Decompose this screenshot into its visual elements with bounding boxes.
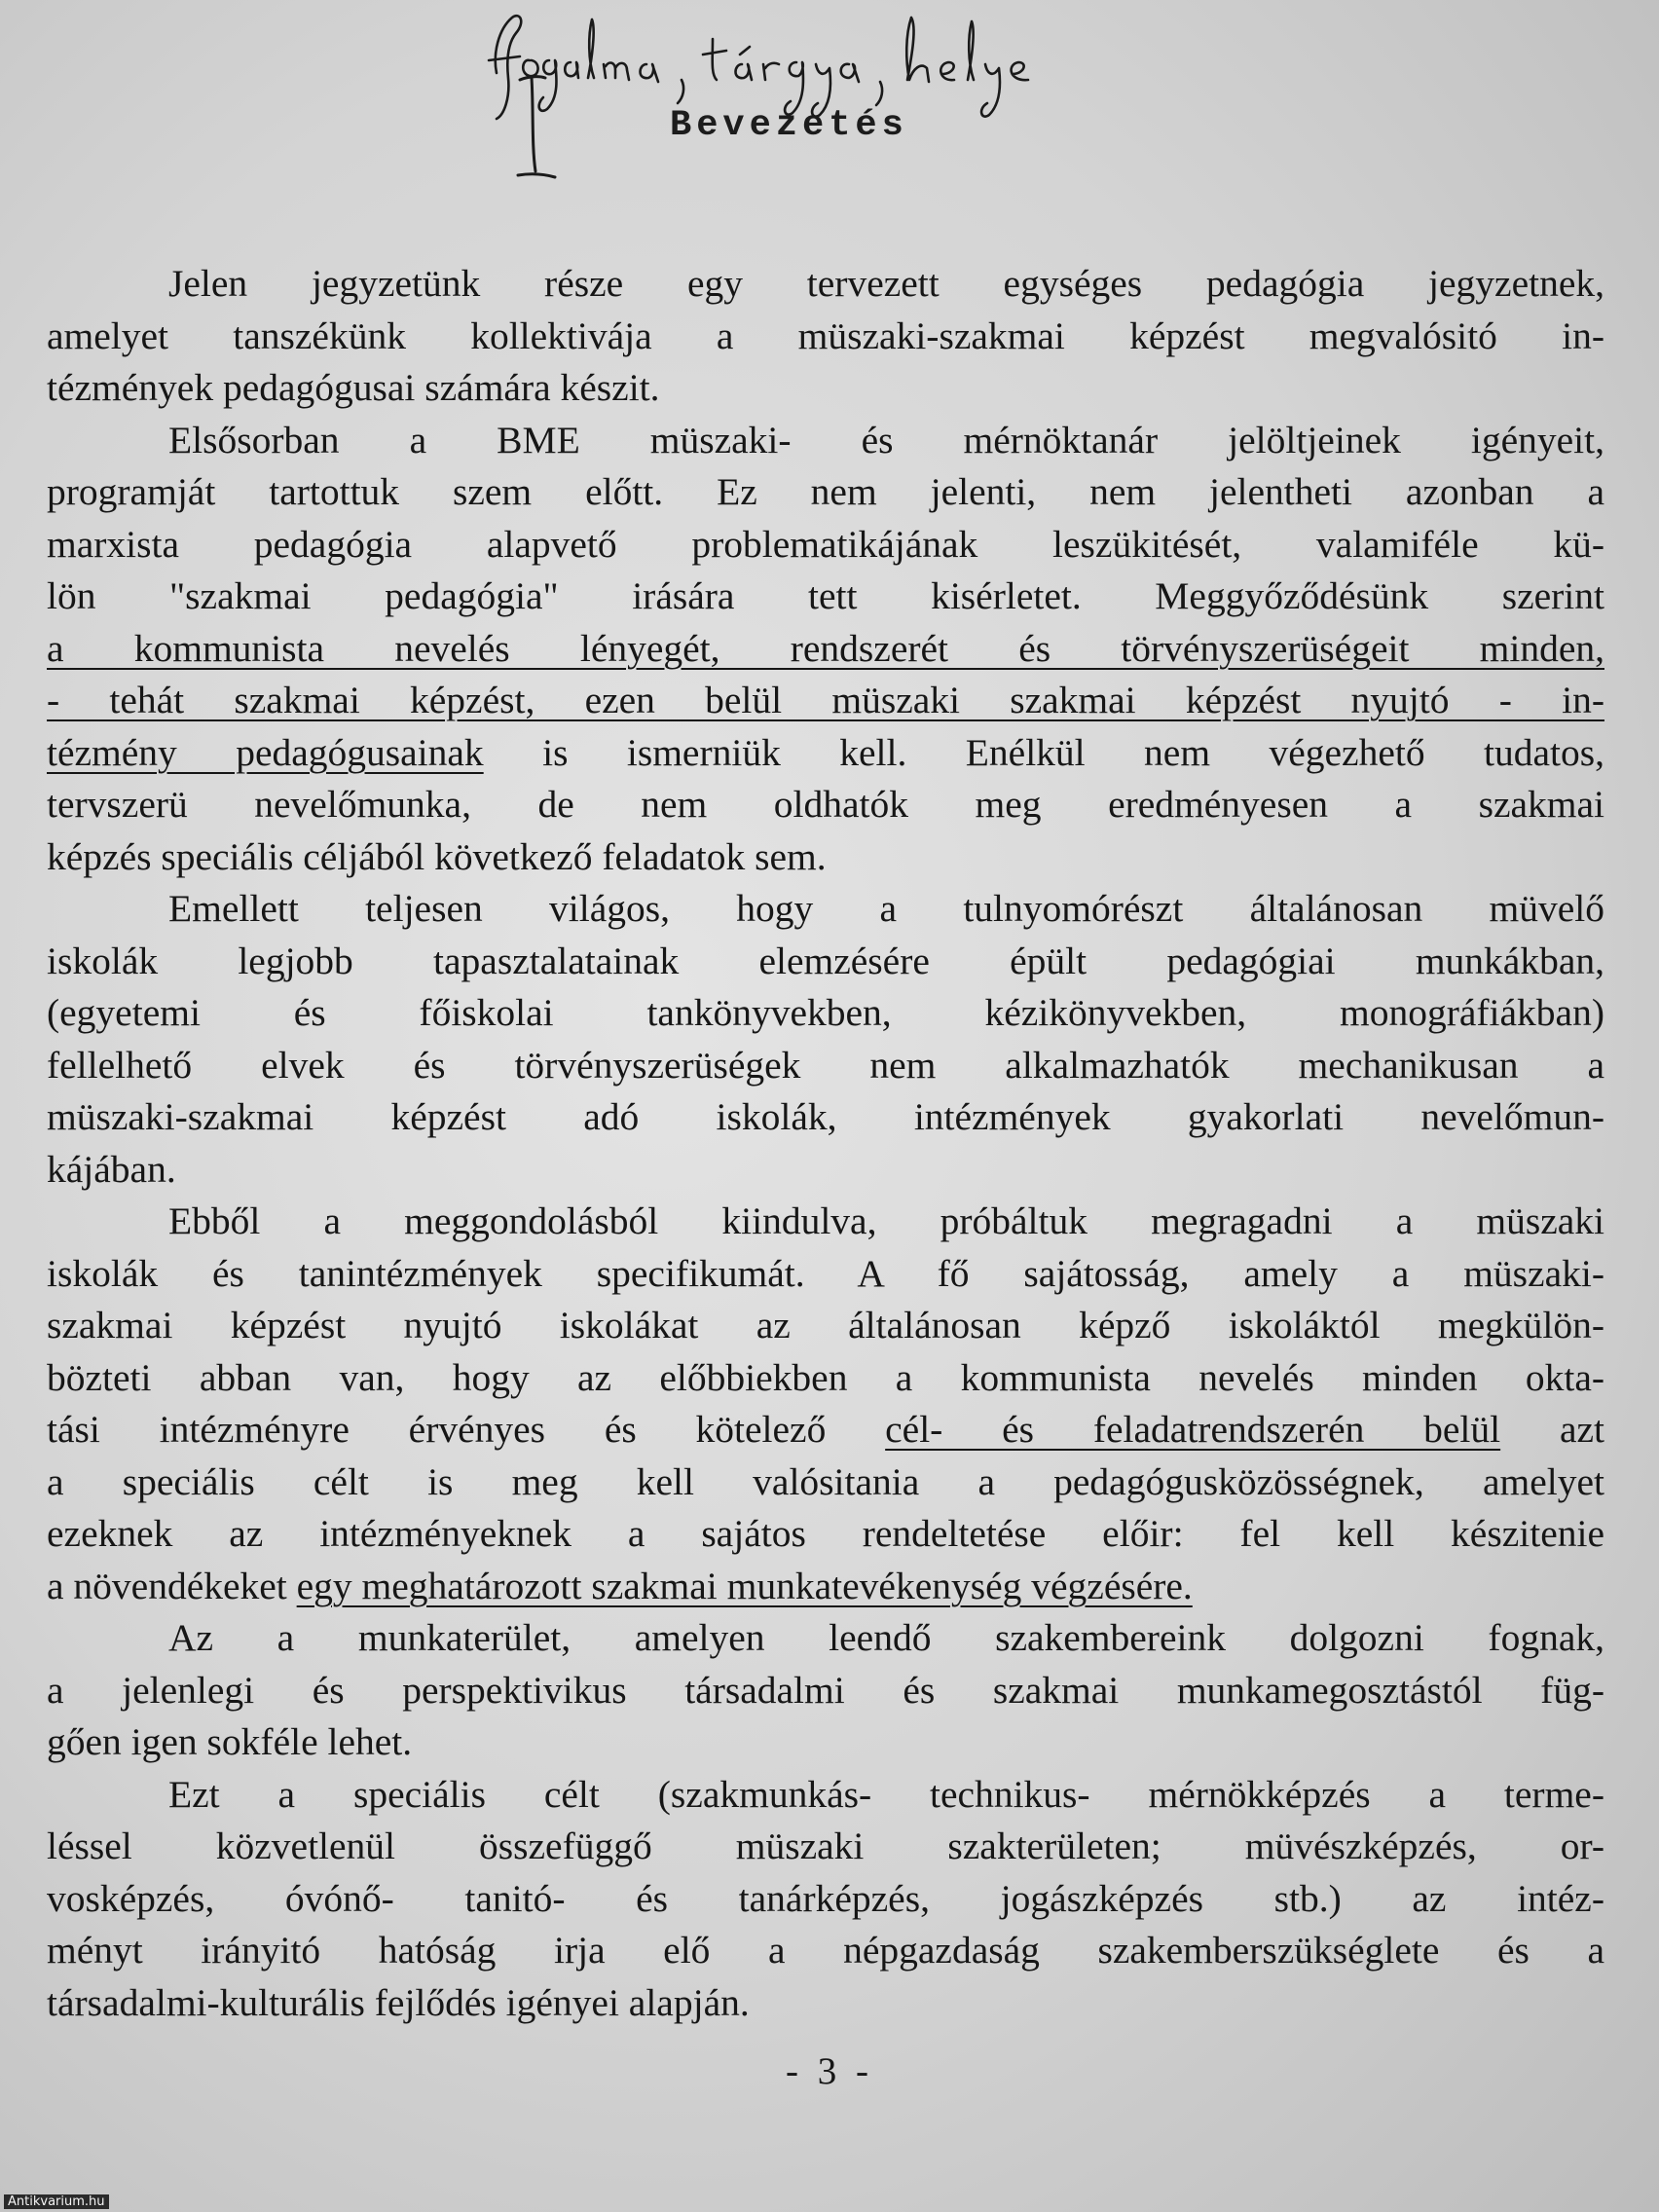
text-line: a növendékeket egy meghatározott szakmai munkatevékenység végzésére.: [47, 1564, 1193, 1607]
text-line: tézmény pedagógusainak is ismerniük kell. Enélkül nem végezhető tudatos,: [47, 730, 1604, 774]
underlined-phrase: egy meghatározott szakmai munkatevékenység végzésére.: [296, 1564, 1193, 1607]
text-line: társadalmi-kulturális fejlődés igényei alapján.: [47, 1980, 750, 2024]
body-text: [47, 258, 1604, 2029]
text-line: tézmények pedagógusai számára készit.: [47, 366, 660, 409]
text-line: bözteti abban van, hogy az előbbiekben a kommunista nevelés minden okta-: [47, 1355, 1604, 1399]
text-line: lön "szakmai pedagógia" irására tett kisérletet. Meggyőződésünk szerint: [47, 574, 1604, 617]
text-line: amelyet tanszékünk kollektivája a müszaki-szakmai képzést megvalósitó in-: [47, 313, 1604, 357]
text-line: szakmai képzést nyujtó iskolákat az általánosan képző iskoláktól megkülön-: [47, 1304, 1604, 1346]
text-line: iskolák és tanintézmények specifikumát. A fő sajátosság, amely a müszaki-: [47, 1251, 1604, 1295]
underlined-line: - tehát szakmai képzést, ezen belül müszaki szakmai képzést nyujtó - in-: [47, 679, 1604, 721]
text-line: tervszerü nevelőmunka, de nem oldhatók meg eredményesen a szakmai: [47, 783, 1604, 826]
underlined-phrase: tézmény pedagógusainak: [47, 730, 484, 774]
underlined-line: a kommunista nevelés lényegét, rendszerét és törvényszerüségeit minden,: [47, 626, 1604, 670]
text-line: marxista pedagógia alapvető problematikájának leszükitését, valamiféle kü-: [47, 522, 1604, 566]
text-line: ményt irányitó hatóság irja elő a népgazdaság szakemberszükséglete és a: [47, 1929, 1604, 1972]
text-line: vosképzés, óvónő- tanitó- és tanárképzés, jogászképzés stb.) az intéz-: [47, 1876, 1604, 1920]
text-line: Elsősorban a BME müszaki- és mérnöktanár jelöltjeinek igényeit,: [168, 418, 1604, 461]
text-line: programját tartottuk szem előtt. Ez nem jelenti, nem jelentheti azonban a: [47, 470, 1604, 513]
text-line: kájában.: [47, 1147, 176, 1191]
text-line: fellelhető elvek és törvényszerüségek nem alkalmazhatók mechanikusan a: [47, 1043, 1604, 1087]
watermark: Antikvarium.hu: [4, 2194, 109, 2209]
text-line: (egyetemi és főiskolai tankönyvekben, kézikönyvekben, monográfiákban): [47, 991, 1604, 1034]
section-title: Bevezetés: [670, 105, 908, 146]
page-number: - 3 -: [786, 2050, 873, 2092]
underlined-phrase: cél- és feladatrendszerén belül: [885, 1408, 1501, 1451]
text-line: képzés speciális céljából következő feladatok sem.: [47, 834, 827, 878]
text-line: ezeknek az intézményeknek a sajátos rendeltetése előir: fel kell készitenie: [47, 1512, 1604, 1555]
text-line: léssel közvetlenül összefüggő müszaki szakterületen; müvészképzés, or-: [47, 1825, 1604, 1867]
text-line: tási intézményre érvényes és kötelező cél- és feladatrendszerén belül azt: [47, 1408, 1604, 1451]
handwritten-note: [487, 0, 1441, 146]
text-line: müszaki-szakmai képzést adó iskolák, intézmények gyakorlati nevelőmun-: [47, 1095, 1604, 1138]
text-line: a jelenlegi és perspektivikus társadalmi és szakmai munkamegosztástól füg-: [47, 1668, 1604, 1712]
text-line: Ebből a meggondolásból kiindulva, próbáltuk megragadni a müszaki: [168, 1199, 1604, 1242]
text-line: gően igen sokféle lehet.: [47, 1720, 413, 1763]
text-line: Az a munkaterület, amelyen leendő szakembereink dolgozni fognak,: [168, 1616, 1604, 1659]
roman-numeral: [497, 58, 584, 185]
text-line: Jelen jegyzetünk része egy tervezett egységes pedagógia jegyzetnek,: [168, 262, 1604, 305]
text-line: Emellett teljesen világos, hogy a tulnyomórészt általánosan müvelő: [168, 887, 1604, 930]
text-line: a speciális célt is meg kell valósitania a pedagógusközösségnek, amelyet: [47, 1459, 1604, 1503]
text-line: iskolák legjobb tapasztalatainak elemzésére épült pedagógiai munkákban,: [47, 939, 1604, 982]
text-line: Ezt a speciális célt (szakmunkás- technikus- mérnökképzés a terme-: [168, 1772, 1604, 1816]
